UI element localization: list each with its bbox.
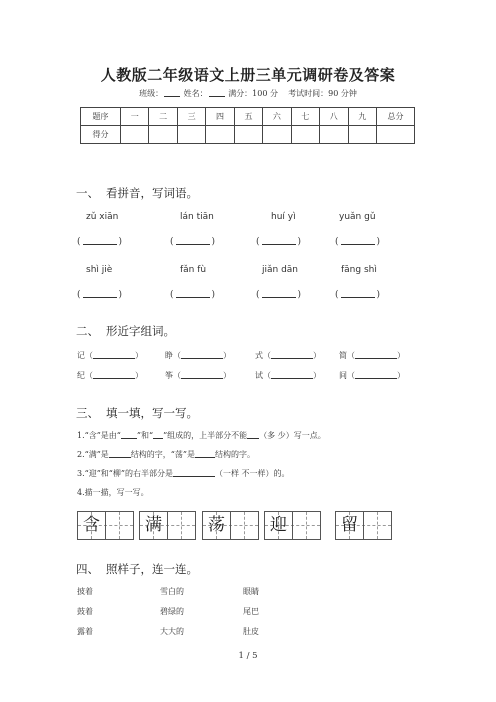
word-pair-blank[interactable]: 记（ ） xyxy=(77,351,143,360)
answer-blank[interactable]: ( ) xyxy=(335,290,381,300)
match-item[interactable]: 露着 xyxy=(77,627,93,636)
section-title: 形近字组词。 xyxy=(106,324,175,338)
class-label: 班级： xyxy=(139,89,164,98)
trace-character: 迎 xyxy=(270,515,287,535)
page-number: 1 / 5 xyxy=(238,651,258,661)
section-1-heading xyxy=(76,185,198,201)
score-row-label: 得分 xyxy=(81,126,121,144)
score-cell[interactable] xyxy=(149,126,177,144)
score-cell[interactable] xyxy=(377,126,415,144)
score-table xyxy=(80,107,415,144)
answer-blank[interactable]: ( ) xyxy=(170,290,216,300)
question-3-3: 3.“迎”和“柳”的右半部分是 （一样 不一样）的。 xyxy=(77,469,290,478)
trace-character: 满 xyxy=(145,515,162,535)
answer-blank[interactable]: ( ) xyxy=(256,237,302,247)
match-item[interactable]: 鼓着 xyxy=(77,607,93,616)
score-cell[interactable] xyxy=(121,126,149,144)
word-pair-blank[interactable]: 式（ ） xyxy=(255,351,321,360)
answer-blank[interactable]: ( ) xyxy=(170,237,216,247)
match-item[interactable]: 披着 xyxy=(77,587,93,596)
writing-box[interactable] xyxy=(139,511,196,540)
word-pair-blank[interactable]: 纪（ ） xyxy=(77,371,143,380)
trace-character: 荡 xyxy=(208,515,225,535)
page-title: 人教版二年级语文上册三单元调研卷及答案 xyxy=(100,66,396,84)
pinyin-word: jiǎn dān xyxy=(262,265,299,275)
score-table-header-cell: 五 xyxy=(234,108,262,126)
writing-box[interactable] xyxy=(264,511,321,540)
word-pair-blank[interactable]: 间（ ） xyxy=(339,371,405,380)
section-title: 填一填，写一写。 xyxy=(106,406,198,420)
word-pair-blank[interactable]: 简（ ） xyxy=(339,351,405,360)
score-table-header-cell: 二 xyxy=(149,108,177,126)
writing-box[interactable] xyxy=(77,511,134,540)
word-pair-blank[interactable]: 筝（ ） xyxy=(165,371,231,380)
exam-time-label: 考试时间：90 分钟 xyxy=(288,89,357,98)
answer-blank[interactable]: ( ) xyxy=(335,237,381,247)
match-item[interactable]: 碧绿的 xyxy=(160,607,184,616)
match-item[interactable]: 大大的 xyxy=(160,627,184,636)
score-table-header-cell: 题序 xyxy=(81,108,121,126)
exam-meta xyxy=(0,88,496,99)
score-cell[interactable] xyxy=(320,126,348,144)
section-title: 照样子，连一连。 xyxy=(106,562,198,576)
answer-blank[interactable] xyxy=(121,430,137,439)
answer-blank[interactable] xyxy=(109,449,131,458)
score-table-score-row xyxy=(81,126,415,144)
section-number: 一、 xyxy=(76,186,99,200)
section-number: 二、 xyxy=(76,324,99,338)
match-item[interactable]: 雪白的 xyxy=(160,587,184,596)
section-4-heading xyxy=(76,561,198,577)
match-item[interactable]: 肚皮 xyxy=(243,627,259,636)
name-label: 姓名： xyxy=(183,89,208,98)
answer-blank[interactable]: ( ) xyxy=(77,237,123,247)
pinyin-word: fǎn fù xyxy=(180,265,207,275)
score-table-header-cell: 七 xyxy=(291,108,319,126)
section-2-heading xyxy=(76,323,175,339)
score-cell[interactable] xyxy=(263,126,291,144)
pinyin-word: lán tiān xyxy=(180,212,214,222)
score-cell[interactable] xyxy=(177,126,205,144)
pinyin-word: zǔ xiān xyxy=(86,212,119,222)
section-number: 四、 xyxy=(76,562,99,576)
answer-blank[interactable] xyxy=(153,430,163,439)
question-3-2: 2.“满”是 结构的字，“荡”是 结构的字。 xyxy=(77,450,255,459)
section-title: 看拼音，写词语。 xyxy=(106,186,198,200)
match-item[interactable]: 尾巴 xyxy=(243,607,259,616)
word-pair-blank[interactable]: 试（ ） xyxy=(255,371,321,380)
score-cell[interactable] xyxy=(206,126,234,144)
question-3-1: 1.“含”是由“ ”和“ ”组成的，上半部分不能 （多 少）写一点。 xyxy=(77,431,326,440)
question-3-4: 4.描一描，写一写。 xyxy=(77,488,149,497)
answer-blank[interactable]: ( ) xyxy=(256,290,302,300)
score-table-header-row xyxy=(81,108,415,126)
trace-character: 含 xyxy=(83,515,100,535)
score-table-header-cell: 九 xyxy=(348,108,377,126)
answer-blank[interactable]: ( ) xyxy=(77,290,123,300)
score-table-header-cell: 四 xyxy=(206,108,234,126)
trace-character: 留 xyxy=(341,515,358,535)
score-table-header-cell: 八 xyxy=(320,108,348,126)
class-blank xyxy=(164,88,180,97)
writing-box[interactable] xyxy=(202,511,259,540)
answer-blank[interactable] xyxy=(173,468,215,477)
score-table-header-cell: 总分 xyxy=(377,108,415,126)
score-table-header-cell: 一 xyxy=(121,108,149,126)
section-3-heading xyxy=(76,405,198,421)
answer-blank[interactable] xyxy=(247,430,259,439)
name-blank xyxy=(209,88,225,97)
pinyin-word: yuǎn gǔ xyxy=(339,212,376,222)
match-item[interactable]: 眼睛 xyxy=(243,587,259,596)
score-table-header-cell: 六 xyxy=(263,108,291,126)
pinyin-word: fāng shì xyxy=(341,265,377,275)
word-pair-blank[interactable]: 睁（ ） xyxy=(165,351,231,360)
pinyin-word: huí yì xyxy=(271,212,296,222)
score-cell[interactable] xyxy=(348,126,377,144)
score-cell[interactable] xyxy=(234,126,262,144)
score-cell[interactable] xyxy=(291,126,319,144)
full-score-label: 满分：100 分 xyxy=(228,89,278,98)
answer-blank[interactable] xyxy=(195,449,215,458)
pinyin-word: shì jiè xyxy=(86,265,113,275)
score-table-header-cell: 三 xyxy=(177,108,205,126)
writing-box[interactable] xyxy=(335,511,392,540)
section-number: 三、 xyxy=(76,406,99,420)
